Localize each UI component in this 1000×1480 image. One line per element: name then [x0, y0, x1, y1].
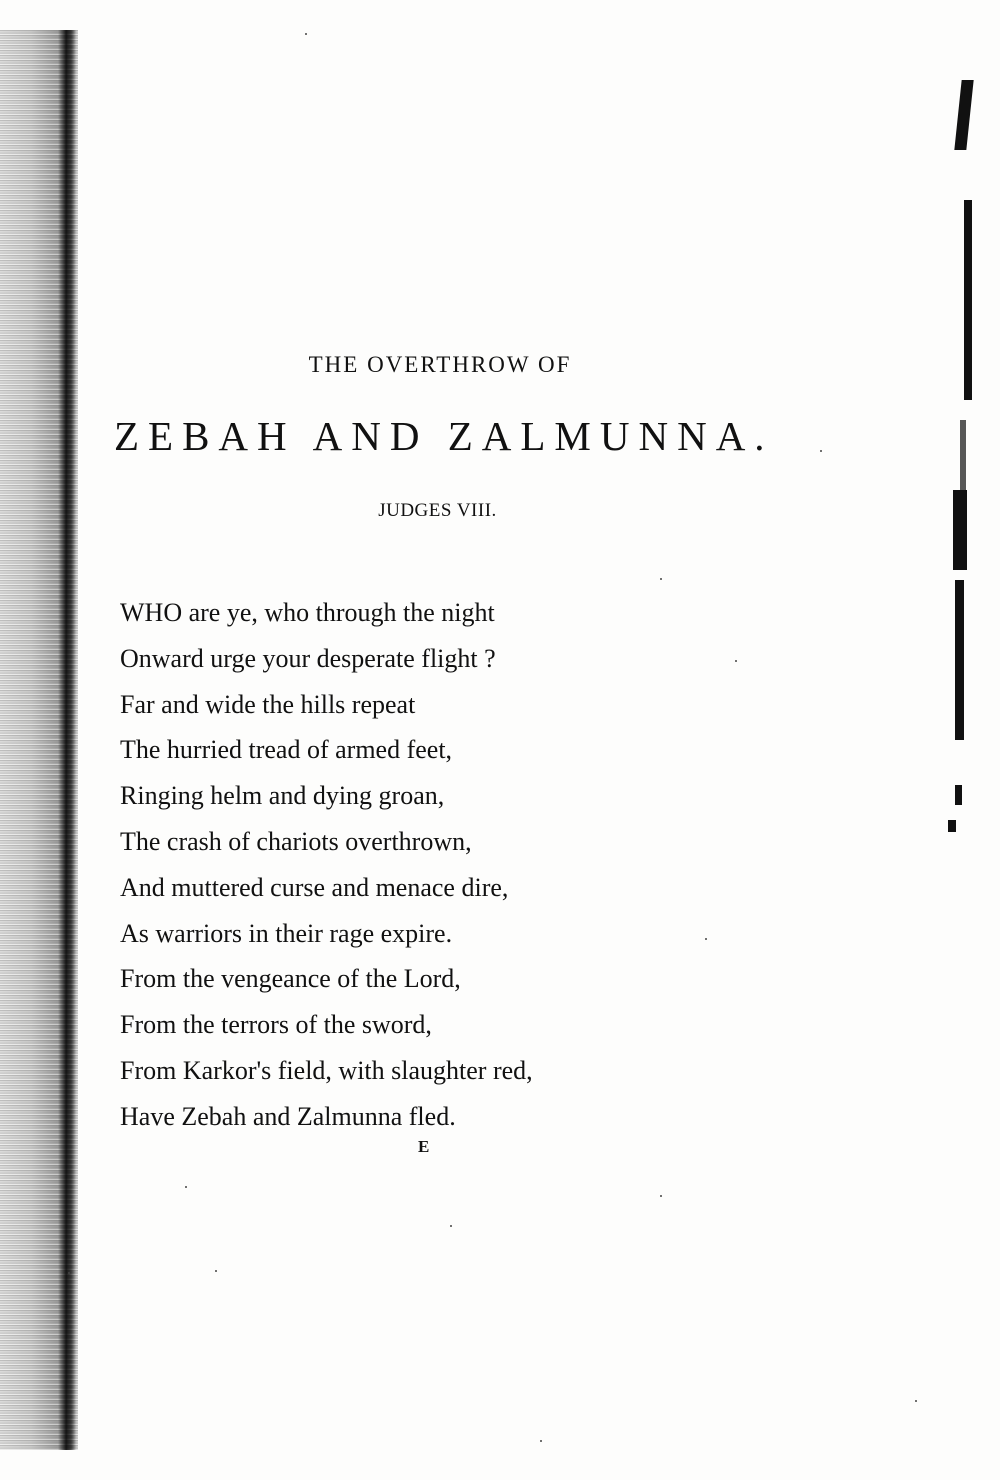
poem-line: The crash of chariots overthrown, [120, 826, 472, 856]
poem-line [120, 590, 533, 636]
scan-artifact [955, 785, 962, 805]
poem-line: From the vengeance of the Lord, [120, 964, 461, 994]
scan-speck [660, 1195, 662, 1197]
poem-line: Onward urge your desperate flight ? [120, 643, 496, 673]
scan-artifact [954, 80, 973, 150]
scan-artifact [964, 200, 972, 400]
signature-mark: E [418, 1137, 430, 1156]
scripture-reference: JUDGES VIII. [378, 500, 497, 521]
poem-line: And muttered curse and menace dire, [120, 872, 509, 902]
scan-speck [305, 33, 307, 35]
scan-speck [215, 1270, 217, 1272]
scan-speck [705, 938, 707, 940]
poem-title: ZEBAH AND ZALMUNNA. [114, 413, 774, 459]
scan-artifact [953, 490, 967, 570]
scan-speck [68, 1272, 70, 1274]
poem-body [120, 590, 533, 1140]
poem-line: As warriors in their rage expire. [120, 918, 453, 948]
binding-edge-line [58, 30, 76, 1450]
scan-speck [735, 660, 737, 662]
poem-title-prefix [0, 352, 880, 378]
poem-title-prefix-text: THE OVERTHROW OF [308, 352, 572, 377]
scan-speck [660, 578, 662, 580]
poem-line: Have Zebah and Zalmunna fled. [120, 1101, 456, 1131]
scan-speck [915, 1400, 917, 1402]
poem-line: The hurried tread of armed feet, [120, 735, 453, 765]
poem-line: Far and wide the hills repeat [120, 689, 416, 719]
poem-line: Ringing helm and dying groan, [120, 781, 445, 811]
scan-speck [820, 450, 822, 452]
scan-artifact [955, 580, 964, 740]
drop-word: WHO [120, 598, 183, 627]
poem-line: From the terrors of the sword, [120, 1010, 432, 1040]
poem-line-text: are ye, who through the night [182, 598, 495, 627]
scan-speck [185, 1186, 187, 1188]
poem-line: From Karkor's field, with slaughter red, [120, 1055, 533, 1085]
scan-speck [540, 1440, 542, 1442]
scan-speck [450, 1225, 452, 1227]
scan-artifact [948, 820, 956, 832]
scan-artifact [960, 420, 966, 500]
